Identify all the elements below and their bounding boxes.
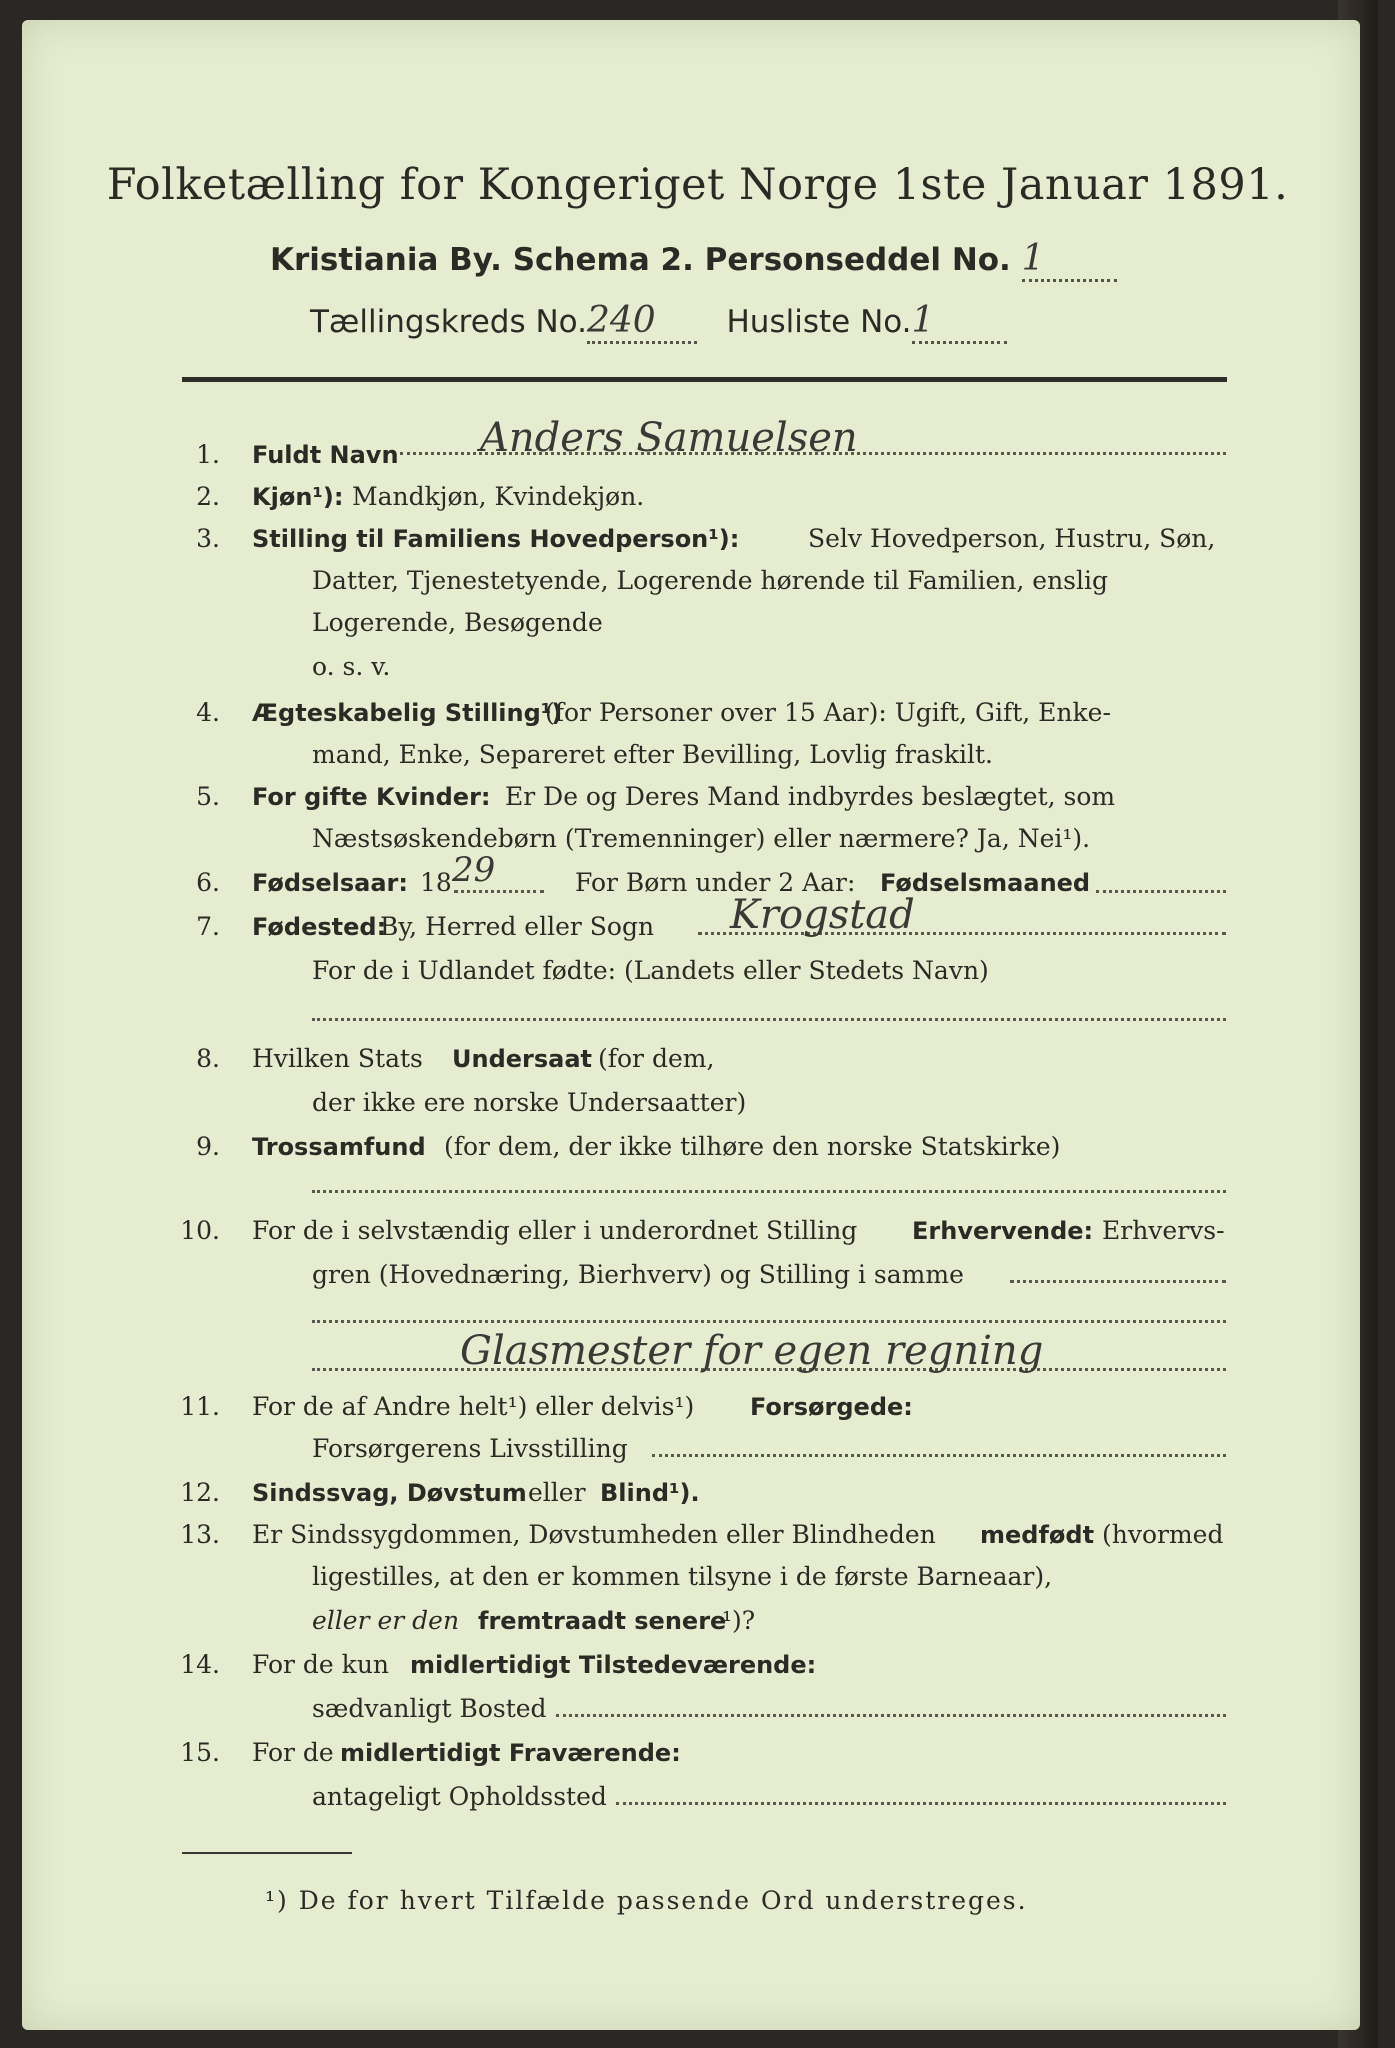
kreds-line: Tællingskreds No.240 Husliste No.1	[310, 300, 1007, 344]
footnote-divider	[182, 1852, 352, 1854]
header-divider	[182, 377, 1227, 382]
page-title: Folketælling for Kongeriget Norge 1ste Januar 1891.	[106, 160, 1289, 210]
birthplace-answer: Krogstad	[730, 892, 915, 938]
birth-year-answer: 29	[452, 850, 496, 890]
husliste-number: 1	[911, 300, 935, 341]
full-name-answer: Anders Samuelsen	[480, 415, 858, 461]
schema-line: Kristiania By. Schema 2. Personseddel No. 1	[270, 238, 1117, 282]
occupation-answer: Glasmester for egen regning	[460, 1328, 1044, 1374]
footnote: ¹) De for hvert Tilfælde passende Ord understreges.	[265, 1886, 1028, 1915]
personseddel-number: 1	[1021, 238, 1045, 279]
kreds-number: 240	[586, 300, 656, 341]
